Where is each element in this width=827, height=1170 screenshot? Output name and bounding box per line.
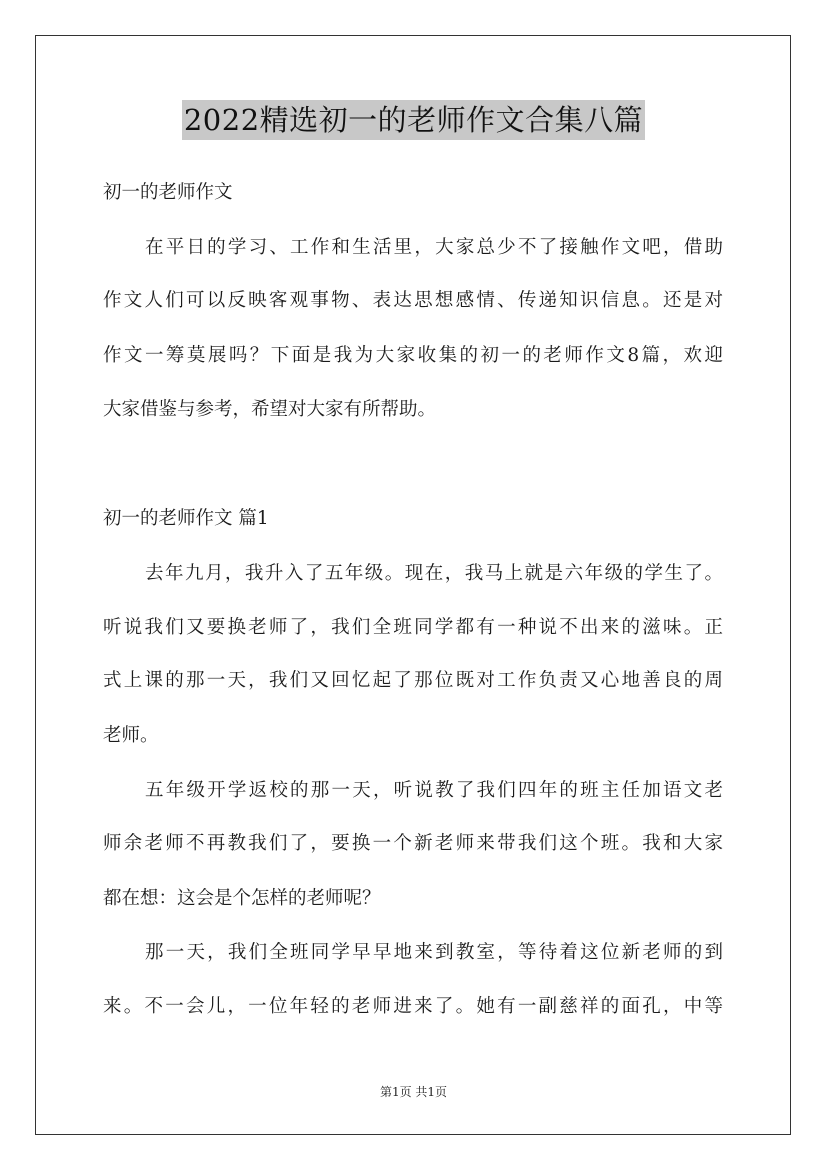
paragraph-line: 五年级开学返校的那一天，听说教了我们四年的班主任加语文老 xyxy=(145,780,723,801)
paragraph-line: 式上课的那一天，我们又回忆起了那位既对工作负责又心地善良的周 xyxy=(103,670,723,691)
paragraph-line: 师余老师不再教我们了，要换一个新老师来带我们这个班。我和大家 xyxy=(103,833,723,854)
page-footer: 第1页 共1页 xyxy=(379,1085,448,1099)
paragraph-line: 来。不一会儿，一位年轻的老师进来了。她有一副慈祥的面孔，中等 xyxy=(103,996,723,1017)
paragraph-line: 听说我们又要换老师了，我们全班同学都有一种说不出来的滋味。正 xyxy=(103,617,723,638)
paragraph-line: 那一天，我们全班同学早早地来到教室，等待着这位新老师的到 xyxy=(145,942,723,963)
title-container xyxy=(0,100,827,140)
document-title: 2022精选初一的老师作文合集八篇 xyxy=(182,100,645,140)
paragraph-line: 作文人们可以反映客观事物、表达思想感情、传递知识信息。还是对 xyxy=(103,290,723,311)
section-heading: 初一的老师作文 xyxy=(103,182,233,203)
paragraph-line: 老师。 xyxy=(103,725,159,746)
paragraph-line: 大家借鉴与参考，希望对大家有所帮助。 xyxy=(103,399,437,420)
section-heading: 初一的老师作文 篇1 xyxy=(103,508,269,529)
paragraph-line: 在平日的学习、工作和生活里，大家总少不了接触作文吧，借助 xyxy=(145,237,723,258)
paragraph-line: 去年九月，我升入了五年级。现在，我马上就是六年级的学生了。 xyxy=(145,563,723,584)
paragraph-line: 作文一筹莫展吗？下面是我为大家收集的初一的老师作文8篇，欢迎 xyxy=(103,345,723,366)
paragraph-line: 都在想：这会是个怎样的老师呢？ xyxy=(103,888,381,909)
